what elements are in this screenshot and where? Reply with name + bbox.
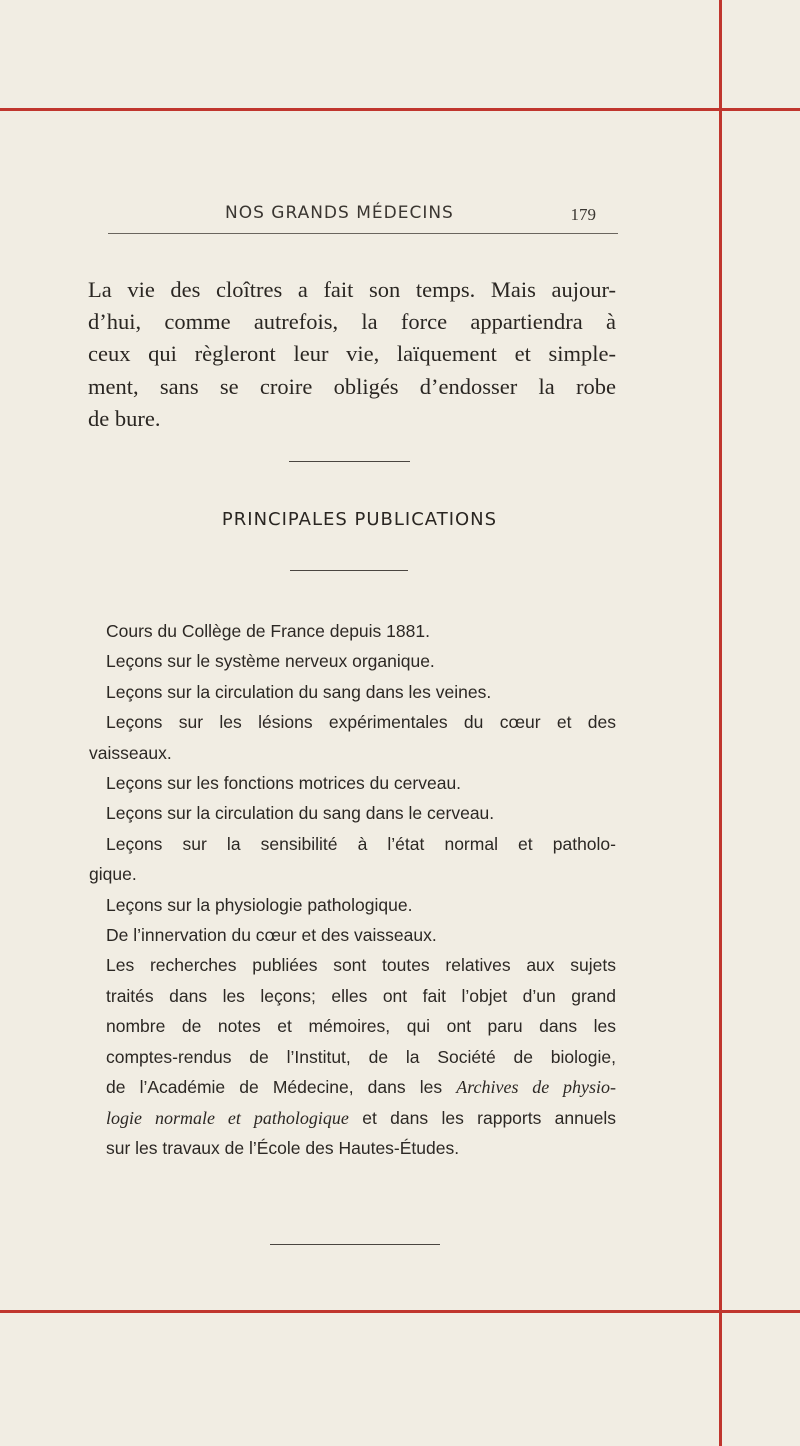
closing-line bbox=[89, 1103, 616, 1133]
publication-item: Leçons sur le système nerveux organique. bbox=[106, 651, 435, 672]
closing-line bbox=[89, 1072, 616, 1102]
closing-line: nombre de notes et mémoires, qui ont paru dans les bbox=[106, 1016, 616, 1037]
publication-item: Leçons sur les fonctions motrices du cerveau. bbox=[106, 773, 462, 794]
closing-line: comptes-rendus de l’Institut, de la Société de biologie, bbox=[106, 1046, 616, 1067]
bottom-red-rule bbox=[0, 1310, 800, 1313]
divider-rule bbox=[289, 461, 410, 462]
closing-text: et dans les rapports annuels bbox=[362, 1107, 616, 1128]
page-number: 179 bbox=[570, 205, 596, 224]
publication-item: Leçons sur la sensibilité à l’état normal et patholo- bbox=[106, 833, 616, 854]
closing-line: Les recherches publiées sont toutes relatives aux sujets bbox=[106, 955, 616, 976]
end-rule bbox=[270, 1244, 440, 1245]
running-title: NOS GRANDS MÉDECINS bbox=[225, 203, 454, 223]
top-red-rule bbox=[0, 108, 800, 111]
divider-rule bbox=[290, 570, 408, 571]
publication-item: De l’innervation du cœur et des vaisseaux. bbox=[106, 925, 437, 946]
intro-line: de bure. bbox=[88, 405, 161, 431]
page-header bbox=[108, 203, 618, 234]
intro-line: La vie des cloîtres a fait son temps. Mais aujour- bbox=[88, 277, 616, 302]
publication-item-continued: gique. bbox=[89, 864, 137, 885]
publication-item: Leçons sur les lésions expérimentales du cœur et des bbox=[106, 712, 616, 733]
closing-line: sur les travaux de l’École des Hautes-Études. bbox=[106, 1137, 460, 1158]
publication-item: Leçons sur la circulation du sang dans le cerveau. bbox=[106, 803, 495, 824]
intro-line: ceux qui règleront leur vie, laïquement et simple- bbox=[88, 341, 616, 367]
publication-item: Leçons sur la circulation du sang dans les veines. bbox=[106, 681, 492, 702]
journal-title: logie normale et pathologique bbox=[106, 1107, 349, 1128]
publication-item-continued: vaisseaux. bbox=[89, 742, 172, 763]
closing-text: de l’Académie de Médecine, dans les bbox=[106, 1077, 443, 1098]
publication-item: Cours du Collège de France depuis 1881. bbox=[106, 621, 430, 641]
right-red-rule bbox=[719, 0, 722, 1446]
journal-title: Archives de physio- bbox=[456, 1077, 616, 1098]
publications-list bbox=[89, 616, 616, 1163]
section-title: PRINCIPALES PUBLICATIONS bbox=[221, 509, 498, 530]
publication-item: Leçons sur la physiologie pathologique. bbox=[106, 894, 413, 915]
intro-line: ment, sans se croire obligés d’endosser la robe bbox=[88, 373, 616, 399]
intro-line: d’hui, comme autrefois, la force appartiendra à bbox=[88, 309, 616, 335]
closing-line: traités dans les leçons; elles ont fait l’objet d’un grand bbox=[106, 985, 616, 1006]
intro-paragraph bbox=[88, 274, 616, 435]
